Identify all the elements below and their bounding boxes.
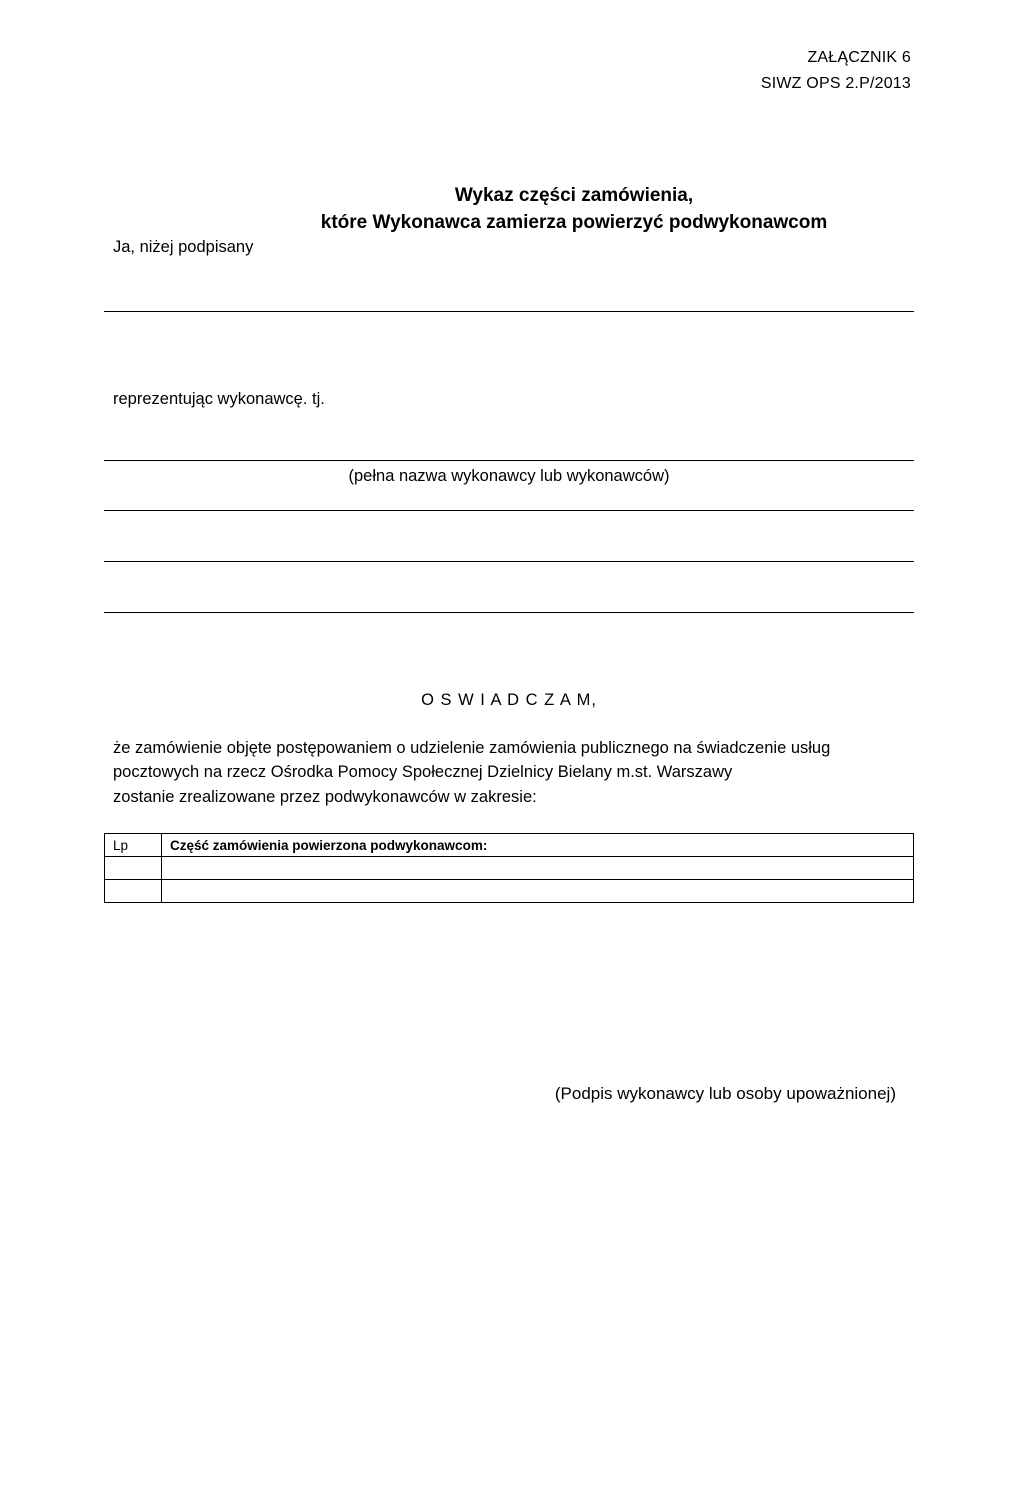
intro-text: Ja, niżej podpisany: [113, 238, 254, 256]
annex-label: ZAŁĄCZNIK 6: [807, 49, 911, 66]
table-header-row: [105, 834, 914, 857]
document-title-line2: które Wykonawca zamierza powierzyć podwykonawcom: [320, 212, 828, 233]
contractor-name-line[interactable]: [104, 460, 914, 461]
contractor-line-2[interactable]: [104, 510, 914, 511]
declaration-line-2: pocztowych na rzecz Ośrodka Pomocy Społecznej Dzielnicy Bielany m.st. Warszawy: [113, 763, 733, 781]
table-row: [105, 880, 914, 903]
table-cell-part[interactable]: [162, 880, 914, 903]
declaration-heading: O S W I A D C Z A M,: [421, 691, 597, 709]
subcontract-parts-table: [104, 833, 914, 903]
column-header-part: Część zamówienia powierzona podwykonawcom:: [162, 834, 914, 857]
table-cell-lp[interactable]: [105, 880, 162, 903]
declaration-line-1: że zamówienie objęte postępowaniem o udzielenie zamówienia publicznego na świadczenie usług: [113, 739, 831, 757]
column-header-lp: Lp: [105, 834, 162, 857]
declaration-line-3: zostanie zrealizowane przez podwykonawców w zakresie:: [113, 788, 537, 806]
table-cell-lp[interactable]: [105, 857, 162, 880]
signature-caption: (Podpis wykonawcy lub osoby upoważnionej): [554, 1084, 896, 1103]
reference-number: SIWZ OPS 2.P/2013: [760, 75, 911, 92]
contractor-name-caption: (pełna nazwa wykonawcy lub wykonawców): [348, 467, 670, 485]
table-row: [105, 857, 914, 880]
contractor-line-3[interactable]: [104, 561, 914, 562]
table-cell-part[interactable]: [162, 857, 914, 880]
contractor-line-4[interactable]: [104, 612, 914, 613]
signatory-name-line[interactable]: [104, 311, 914, 312]
representing-text: reprezentując wykonawcę. tj.: [113, 390, 325, 408]
document-title-line1: Wykaz części zamówienia,: [454, 185, 694, 206]
